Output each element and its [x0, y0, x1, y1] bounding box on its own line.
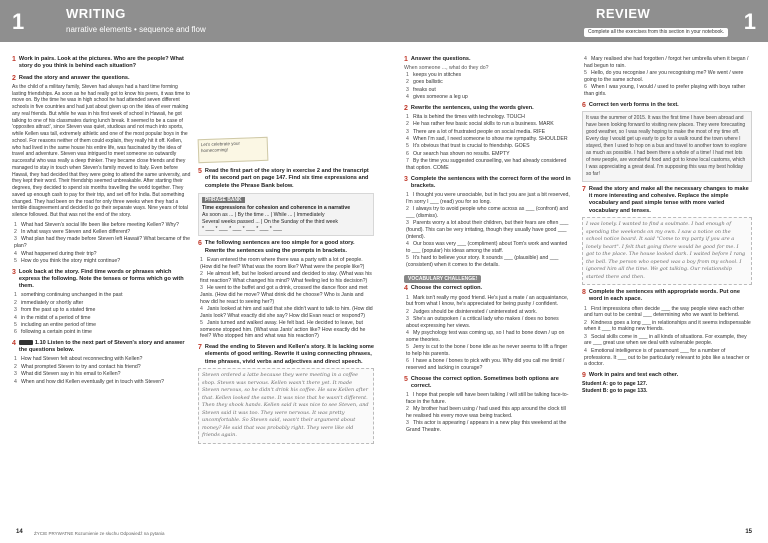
list-item: 4 When and how did Kellen eventually get in touch with Steven? — [14, 378, 165, 385]
exercise-6: 6 The following sentences are too simple for a good story. Rewrite the sentences using the prompts in brackets. 1 Evan entered the room where there was a party with a lot of people. (How did he feel? What was the room like? What were the people like?) 2 He almost left, but he looked around and decided to stay. (What was his first reaction? What changed his mind? What feeling led to his decision?) 3 He went to the buffet and got a drink, crossed the dance floor and met Janis. (How did he move? What drink did he choose? Who is Janis and how did he react to seeing her?) 4 Janis looked at him and said that she didn't want to talk to him. (How did Janis look? What exactly did she say? How did Evan react or respond?) 5 Janis turned and walked away. He felt bad. He decided to leave, but someone stopped him. (What was Janis' action like? How exactly did he feel? Who stopped him and what was his reaction?) — [198, 240, 373, 340]
exercise-6: 6 Correct ten verb forms in the text. It was the summer of 2015. It was the first time I have been abroad and have been looking forward to visiting new places. They were forecasting good weather, so I was really hoping to make the most of my time off. Every day I would get up early to go for a walk round the town where I stayed, then I used to hop on a bus and travel to another town to explore as much as possible. I had been there a whole of a time! I had met lots of new people, are wonderful food and got to know local customs, which I was appreciating a great deal. I'm supposing this was my best holiday so far! — [582, 102, 752, 182]
left-page-column-2 — [198, 168, 374, 448]
review-column-2 — [582, 56, 752, 399]
list-item: 2 Judges should be disinterested / uninterested at work. — [406, 308, 537, 315]
list-item: 5 It's obvious that trust is crucial to friendship. GOES — [406, 143, 530, 150]
list-item: 5 Hello, do you recognise / are you recognising me? We went / were going to the same school. — [584, 70, 744, 83]
vocabulary-challenge-badge: VOCABULARY CHALLENGE! — [404, 275, 481, 284]
list-item: 2 Kindness goes a long ___ in relationships and it seems indispensable when it ___ to making new friends. — [584, 319, 751, 333]
list-item: 1 Rita is behind the times with technology. TOUCH — [406, 114, 525, 121]
list-item: 1 something continuing unchanged in the past — [14, 292, 123, 299]
story-ending: Steven ordered a latte because they were meeting in a coffee shop. Steven was nervous. Kellen wasn't there yet. It made Steven nervous, so he didn't drink his coffee. He saw Kellen after that. Kellen looked the same. It was nice that he wasn't different. Then they shook hands. Kellen said it was nice to see Steven, and Steven said it was too. They were nervous. It was pretty uncomfortable. So Steven said, wasn't their argument about money? He said that was probably right. They were like old friends again. — [198, 368, 374, 444]
list-item: 3 She's an outspoken / a critical lady who makes / does no bones about expressing her views. — [406, 315, 559, 329]
list-item: 3 freaks out — [406, 86, 436, 93]
exercise-1: 1 Work in pairs. Look at the pictures. Who are the people? What story do you think is behind each situation? — [12, 56, 184, 70]
list-item: 6 When I was young, I would / used to prefer playing with boys rather than girls. — [584, 84, 746, 97]
unit-number: 1 — [12, 9, 25, 34]
list-item: 4 Janis looked at him and said that she didn't want to talk to him. (How did Janis look? What exactly did she say? How did Evan react or respond?) — [200, 305, 373, 319]
list-item: 2 I always try to avoid people who come across as ___ (confront) and ___ (dismiss). — [406, 206, 569, 219]
page-number: 15 — [745, 529, 752, 536]
exercise-3: 3 Complete the sentences with the correct form of the word in brackets. 1 I thought you were unsociable, but in fact you are just a bit reserved, I'm sorry I ___ (read) you for so long. 2 I always try to avoid people who come across as ___ (confront) and ___ (dismiss). 3 Parents worry a lot about their children, but their fears are often ___ (found). This can be very irritating, though they usually have good ___ (intend). 4 Our boss was very ___ (compliment) about Tom's work and wanted to ___ (popular) his ideas among the staff. 5 It's hard to believe your story. It sounds ___ (plausible) and ___ (consistent) when it comes to the details. — [404, 175, 571, 269]
page-footer: ŻYCIE PRYWATNE Rozumienie ze słuchu Odpowiedź na pytania — [34, 531, 165, 537]
exercise-5: 5 Read the first part of the story in exercise 2 and the transcript of its second part on page 147. Find six time expressions and complete the Phrase Bank below. PHRASE BANK Time expressions for cohesion and coherence in a narrative As soon as ... | By the time ... | While ... | Immediately Several weeks passed ... | On the Sunday of the third week * ___ * ___ * ___ * ___ * ___ * ___ — [198, 168, 374, 236]
list-item: 1 I thought you were unsociable, but in fact you are just a bit reserved, I'm sorry I ___ (read) you for so long. — [406, 192, 570, 205]
list-item: 1 First impressions often decide ___ the way people view each other and turn out to be central ___ determining who we want to befriend. — [584, 305, 745, 319]
story-text: As the child of a military family, Steven had always had a hard time forming lasting friendships. As soon as he had really got to know his peers, it was time to move on. By the time he was in high school he had attended seven different schools in five countries and had just about given up on the idea of ever making any real friends. But while he was in his first week of school in Hawaii, he got talking to one of his classmates during lunch break. It seemed to be a case of 'opposites attract', since Steven was quiet, studious and not much into sports, while Kellen was tall, extremely athletic and one of the most popular boys in the school. For reasons neither of them could explain, they really hit it off. Kellen, who had lived in the same house his entire life, was fascinated by the idea of travel and adventure. Steven was intrigued to meet someone so outwardly successful who was really a deep thinker. They became close friends and they managed to stay in touch when Steven's family moved to Italy. Even before Hawaii, they had decided that they were going to attend the same university, and they kept their word. Their friendship seemed unbreakable. After starting their degrees, they decided to spend six months travelling the world together. They saved up enough cash to pay for their trip, and set off for India. But something changed. They had been on the road for only three weeks when they had a terrible disagreement and decided to go their separate ways. Nine years of total silence followed. But that was not the end of the story. — [12, 83, 191, 219]
exercise-8: 8 Complete the sentences with appropriate words. Put one word in each space. 1 First impressions often decide ___ the way people view each other and turn out to be central ___ determining who we want to befriend. 2 Kindness goes a long ___ in relationships and it seems indispensable when it ___ to making new friends. 3 Social skills come in ___ in all kinds of situations. For example, they are ___ great use when we deal with vulnerable people. 4 Emotional intelligence is of paramount ___ for a number of professions. It ___ out to be particularly relevant to jobs like a teacher or a doctor. — [582, 289, 751, 368]
verb-forms-text: It was the summer of 2015. It was the first time I have been abroad and have been looking forward to visiting new places. They were forecasting good weather, so I was really hoping to make the most of my time off. Every day I would get up early to go for a walk round the town where I stayed, then I used to hop on a bus and travel to another town to explore as much as possible. I had been there a whole of a time! I had met lots of new people, are wonderful food and got to know local customs, which I was appreciating a great deal. I'm supposing this was my best holiday so far! — [582, 111, 752, 182]
list-item: 3 from the past up to a stated time — [14, 307, 96, 314]
list-item: 4 My psychology test was coming up, so I had to bone down / up on some theories. — [406, 330, 565, 343]
exercise-5: 5 Choose the correct option. Sometimes both options are correct. 1 I hope that people will have been talking / will still be talking face-to-face in the future. 2 My brother had been using / had used this app around the clock till he realised his every move was being tracked. 3 This actor is appearing / appears in a new play this weekend at the Grand Theatre. — [404, 376, 572, 434]
phrase-bank: PHRASE BANK Time expressions for cohesion and coherence in a narrative As soon as ... | By the time ... | While ... | Immediately Several weeks passed ... | On the Sunday of the third week * ___ * ___ * ___ * ___ * ___ * ___ — [198, 193, 374, 237]
header-band — [0, 0, 384, 42]
exercise-4: 4 Choose the correct option. 1 Mark isn't really my good friend. He's just a mate / an acquaintance, but from what I know, he's appreciated for being pushy / confident. 2 Judges should be disinterested / uninterested at work. 3 She's an outspoken / a critical lady who makes / does no bones about expressing her views. 4 My psychology test was coming up, so I had to bone down / up on some theories. 5 Jerry is cut to the bone / bone idle as he never seems to lift a finger to help his parents. 6 I have a bone / bones to pick with you. Why did you call me timid / reserved and lacking in courage? — [404, 285, 572, 371]
list-item: 2 He has rather few basic social skills to run a business. MARK — [406, 121, 554, 128]
list-item: 6 I have a bone / bones to pick with you. Why did you call me timid / reserved and lacking in courage? — [406, 358, 565, 372]
page-title: WRITING — [66, 6, 126, 21]
list-item: 1 What had Steven's social life been like before meeting Kellen? Why? — [14, 221, 179, 228]
page-title: REVIEW — [596, 6, 651, 21]
list-item: 4 Our boss was very ___ (compliment) about Tom's work and wanted to ___ (popular) his ideas among the staff. — [406, 241, 568, 254]
list-item: 5 Janis turned and walked away. He felt bad. He decided to leave, but someone stopped him. (What was Janis' action like? How exactly did he feel? Who stopped him and what was his reaction?) — [200, 319, 366, 340]
audio-track-icon[interactable] — [19, 340, 33, 345]
exercise-2: 2 Read the story and answer the questions. As the child of a military family, Steven had always had a hard time forming lasting friendships. As soon as he had really got to know his peers, it was time to move on. By the time he was in high school he had attended seven different schools in five countries and had just about given up on the idea of ever making any real friends. But while he was in his first week of school in Hawaii, he got talking to one of his classmates during lunch break. It seemed to be a case of 'opposites attract', since Steven was quiet, studious and not much into sports, while Kellen was tall, extremely athletic and one of the most popular boys in the school. For reasons neither of them could explain, they really hit it off. Kellen, who had lived in the same house his entire life, was fascinated by the idea of travel and adventure. Steven was intrigued to meet someone so outwardly successful who was really a deep thinker. They became close friends and they managed to stay in touch when Steven's family moved to Italy. Even before Hawaii, they had decided that they were going to attend the same university, and they kept their word. Their friendship seemed unbreakable. After starting their degrees, they decided to spend six months travelling the world together. They saved up enough cash to pay for their trip, and set off for India. But something changed. They had been on the road for only three weeks when they had a terrible disagreement and decided to go their separate ways. Nine years of total silence followed. But that was not the end of the story. 1 What had Steven's social life been like before meeting Kellen? Why? 2 In what ways were Steven and Kellen different? 3 What plan had they made before Steven left Hawaii? What became of the plan? 4 What happened during their trip? 5 How do you think the story might continue? — [12, 74, 191, 264]
sticky-note: Let's celebrate your homecoming! — [198, 137, 269, 163]
exercise-7: 7 Read the ending to Steven and Kellen's story. It is lacking some elements of good writing. Rewrite it using connecting phrases, time phrases, vivid verbs and adjectives and direct speech. Steven ordered a latte because they were meeting in a coffee shop. Steven was nervous. Kellen wasn't there yet. It made Steven nervous, so he didn't drink his coffee. He saw Kellen after that. Kellen looked the same. It was nice that he wasn't different. Then they shook hands. Kellen said it was nice to see Steven, and Steven said it was too. They were nervous. It was pretty uncomfortable. So Steven said, wasn't their argument about money? He said that was probably right. They were like old friends again. — [198, 344, 374, 443]
question-list — [12, 222, 192, 265]
exercise-7: 7 Read the story and make all the necessary changes to make it more interesting and cohesive. Replace the simple vocabulary and past simple tense with more varied vocabulary and tenses. I was lonely. I wanted to find a soulmate. I had enough of spending the weekends on my own. I saw a notice on the school notice board. It said "Come to my party if you are a lonely heart". I felt that going there would be good for me. I got to the place. The house looked dark. I waited before I rang the bell. The person who opened was a boy from my school. I ignored him all the time. We got talking. Our relationship started there and then. — [582, 186, 752, 285]
review-banner: Complete all the exercises from this section in your notebook. — [584, 28, 728, 37]
unit-number: 1 — [743, 9, 756, 34]
list-item: 3 What did Steven say in his email to Kellen? — [14, 371, 121, 378]
list-item: 3 Parents worry a lot about their children, but their fears are often ___ (found). This can be very irritating, though they usually have good ___ (intend). — [406, 220, 569, 240]
rewrite-list — [198, 257, 374, 340]
list-item: 7 By the time you suggested counselling, we had already considered that option. COME — [406, 158, 567, 171]
listening-questions — [12, 356, 192, 385]
exercise-4: 4 1.10 Listen to the next part of Steven's story and answer the questions below. 1 How had Steven felt about reconnecting with Kellen? 2 What prompted Steven to try and contact his friend? 3 What did Steven say in his email to Kellen? 4 When and how did Kellen eventually get in touch with Steven? — [12, 340, 192, 385]
list-item: 4 in the midst of a period of time — [14, 314, 91, 321]
page-subtitle: narrative elements • sequence and flow — [66, 25, 206, 34]
list-item: 1 Mark isn't really my good friend. He's just a mate / an acquaintance, but from what I know, he's appreciated for being pushy / confident. — [406, 294, 569, 308]
list-item: 4 Emotional intelligence is of paramount ___ for a number of professions. It ___ out to be particularly relevant to jobs like a teacher or a doctor. — [584, 347, 750, 368]
list-item: 3 He went to the buffet and got a drink, crossed the dance floor and met Janis. (How did he move? What drink did he choose? Who is Janis and how did he react to seeing her?) — [200, 285, 368, 305]
list-item: 3 There are a lot of frustrated people on social media. RIFE — [406, 128, 546, 135]
exercise-9: 9 Work in pairs and test each other. Student A: go to page 127. Student B: go to page 133. — [582, 372, 679, 395]
list-item: 4 gives someone a leg up — [406, 94, 468, 101]
list-item: 5 including an entire period of time — [14, 321, 96, 328]
list-item: 2 He almost left, but he looked around and decided to stay. (What was his first reaction? What changed his mind? What feeling led to his decision?) — [200, 270, 372, 284]
list-item: 5 It's hard to believe your story. It sounds ___ (plausible) and ___ (consistent) when it comes to the details. — [406, 255, 559, 269]
list-item: 4 Mary realised she had forgotten / forgot her umbrella when it began / had begun to rain. — [584, 56, 749, 69]
list-item: 5 How do you think the story might continue? — [14, 257, 121, 264]
right-page — [384, 0, 768, 543]
page-number: 14 — [16, 529, 23, 536]
list-item: 3 This actor is appearing / appears in a new play this weekend at the Grand Theatre. — [406, 420, 567, 434]
list-item: 6 following a certain point in time — [14, 329, 92, 336]
exercise-3: 3 Look back at the story. Find time words or phrases which express the following. Note the tenses or forms which go with them. 1 something continuing unchanged in the past 2 immediately or shortly after 3 from the past up to a stated time 4 in the midst of a period of time 5 including an entire period of time 6 following a certain point in time — [12, 269, 192, 336]
list-item: 1 Evan entered the room where there was a party with a lot of people. (How did he feel? What was the room like? What were the people like?) — [200, 256, 365, 270]
left-column — [12, 56, 192, 389]
list-item: 2 What prompted Steven to try and contact his friend? — [14, 363, 141, 370]
list-item: 1 keeps you in stitches — [406, 72, 462, 79]
list-item: 3 What plan had they made before Steven left Hawaii? What became of the plan? — [14, 236, 190, 250]
time-list — [12, 292, 192, 335]
list-item: 2 My brother had been using / had used this app around the clock till he realised his every move was being tracked. — [406, 406, 566, 420]
list-item: 5 Jerry is cut to the bone / bone idle as he never seems to lift a finger to help his parents. — [406, 344, 568, 357]
list-item: 4 What happened during their trip? — [14, 250, 97, 257]
review-column-1 — [404, 56, 572, 438]
list-item: 6 Our search has shown no results. EMPTY — [406, 150, 510, 157]
lonely-heart-story: I was lonely. I wanted to find a soulmate. I had enough of spending the weekends on my own. I saw a notice on the school notice board. It said "Come to my party if you are a lonely heart". I felt that going there would be good for me. I got to the place. The house looked dark. I waited before I rang the bell. The person who opened was a boy from my school. I ignored him all the time. We got talking. Our relationship started there and then. — [582, 217, 752, 285]
list-item: 4 When I'm sad, I need someone to show me sympathy. SHOULDER — [406, 136, 568, 143]
list-item: 2 goes ballistic — [406, 79, 443, 86]
list-item: 2 immediately or shortly after — [14, 299, 84, 306]
list-item: 2 In what ways were Steven and Kellen different? — [14, 229, 131, 236]
list-item: 1 I hope that people will have been talking / will still be talking face-to-face in the future. — [406, 392, 569, 406]
exercise-2: 2 Rewrite the sentences, using the words given. 1 Rita is behind the times with technology. TOUCH 2 He has rather few basic social skills to run a business. MARK 3 There are a lot of frustrated people on social media. RIFE 4 When I'm sad, I need someone to show me sympathy. SHOULDER 5 It's obvious that trust is crucial to friendship. GOES 6 Our search has shown no results. EMPTY 7 By the time you suggested counselling, we had already considered that option. COME — [404, 105, 572, 172]
list-item: 1 How had Steven felt about reconnecting with Kellen? — [14, 356, 143, 363]
exercise-1: 1 Answer the questions. When someone ..., what do they do? 1 keeps you in stitches 2 goes ballistic 3 freaks out 4 gives someone a leg up — [404, 56, 572, 101]
list-item: 3 Social skills come in ___ in all kinds of situations. For example, they are ___ great use when we deal with vulnerable people. — [584, 333, 747, 347]
